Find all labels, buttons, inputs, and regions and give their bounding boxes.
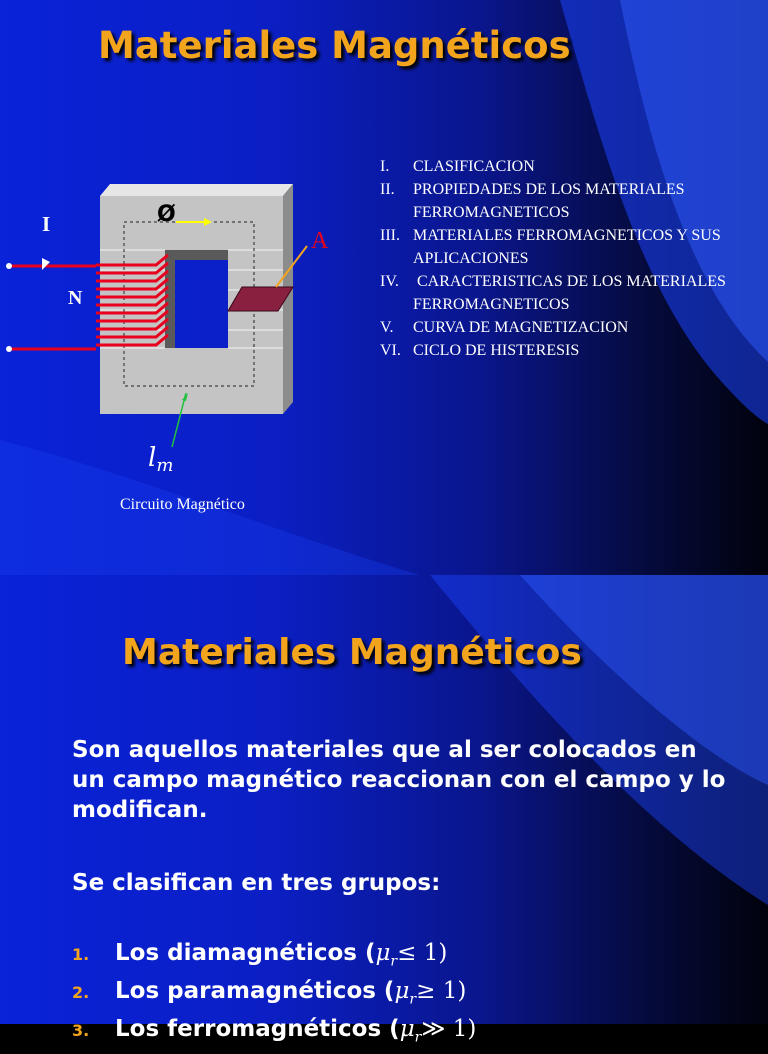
- definition-paragraph: Son aquellos materiales que al ser colocados en un campo magnético reaccionan con el campo y lo modifican.: [72, 737, 726, 823]
- toc-item: [380, 178, 750, 224]
- label-length: lm: [148, 443, 174, 476]
- toc-item: [380, 316, 750, 339]
- table-of-contents: [380, 155, 750, 362]
- group-item: [72, 940, 476, 978]
- toc-item-text: PROPIEDADES DE LOS MATERIALES FERROMAGNETICOS: [413, 181, 685, 221]
- toc-item-text: CLASIFICACION: [413, 158, 535, 175]
- label-turns: N: [68, 287, 83, 309]
- mu-symbol: $\mu_r$: [399, 1016, 422, 1046]
- current-arrow-icon: [42, 258, 50, 270]
- group-name: Los paramagnéticos (: [115, 978, 395, 1004]
- label-current: I: [42, 212, 51, 236]
- label-area: A: [311, 228, 329, 254]
- magnetic-circuit-diagram: [0, 150, 370, 490]
- toc-item-text: MATERIALES FERROMAGNETICOS Y SUS APLICACIONES: [413, 227, 721, 267]
- toc-item-number: IV.: [380, 273, 399, 290]
- toc-item-text: CURVA DE MAGNETIZACION: [413, 319, 629, 336]
- toc-item: [380, 224, 750, 270]
- classification-subtitle: Se clasifican en tres grupos:: [72, 870, 441, 896]
- diagram-caption: Circuito Magnético: [120, 496, 245, 513]
- slide-1-title: Materiales Magnéticos: [98, 24, 571, 67]
- toc-item-number: III.: [380, 227, 400, 244]
- group-number: 3.: [72, 1021, 90, 1040]
- mu-symbol: $\mu_r$: [375, 940, 398, 970]
- group-number: 1.: [72, 945, 90, 964]
- terminal-bottom: [6, 346, 12, 352]
- group-relation: ≥ 1): [416, 978, 467, 1004]
- toc-item-text: CARACTERISTICAS DE LOS MATERIALES FERROMAGNETICOS: [413, 273, 730, 313]
- toc-item-text: CICLO DE HISTERESIS: [413, 342, 580, 359]
- group-relation: ≫ 1): [421, 1016, 477, 1042]
- label-flux: Ø: [157, 202, 176, 227]
- toc-item-number: V.: [380, 319, 394, 336]
- toc-item: [380, 155, 750, 178]
- toc-item: [380, 270, 750, 316]
- group-number: 2.: [72, 983, 90, 1002]
- group-name: Los ferromagnéticos (: [115, 1016, 400, 1042]
- toc-item-number: VI.: [380, 342, 401, 359]
- group-name: Los diamagnéticos (: [115, 940, 376, 966]
- slide-2-title: Materiales Magnéticos: [122, 632, 582, 673]
- core-hole-shade: [165, 250, 228, 348]
- group-relation: ≤ 1): [397, 940, 448, 966]
- group-item: [72, 978, 476, 1016]
- group-item: [72, 1016, 476, 1054]
- toc-item: [380, 339, 750, 362]
- core-top-face: [100, 184, 293, 196]
- terminal-top: [6, 263, 12, 269]
- groups-list: [72, 940, 476, 1054]
- toc-item-number: I.: [380, 158, 390, 175]
- toc-item-number: II.: [380, 181, 395, 198]
- mu-symbol: $\mu_r$: [394, 978, 417, 1008]
